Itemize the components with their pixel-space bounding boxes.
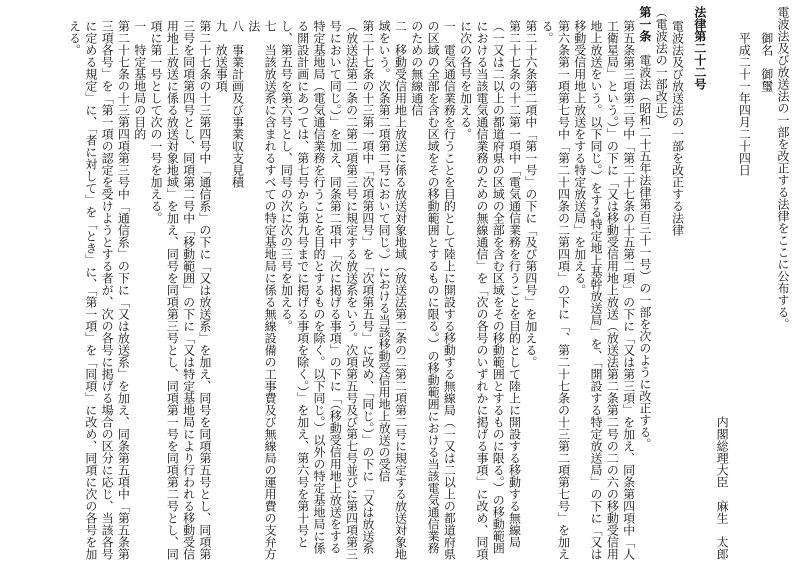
amendment-paragraph: 第二十七条の十三第四項第三号中「通信系」の下に「又は放送系」を加え、同条第五項中「第五条第三項各号」を「第一項の認定を受けようとする者が、次の各号に掲げる場合の区分に応じ、当該各号に定める規定」に、「者に対して」を「とき」に、「第一項」を「同項」に改め、同項に次の各号を加える。	[67, 20, 131, 560]
amendment-paragraph: 第二十七条の十三第一項中「次項第四号」を「次項第五号」に改め、「同じ。）」の下に「又は放送系（放送法第二条の二第二項第三号に規定する放送系をいう。次項第五号及び第七号並びに第四項第三号において同じ。）」を加え、同条第二項中「次に掲げる事項」の下に「（移動受信用地上放送をする特定基地局（電気通信業務を行うことを目的とするものを除く。以下同じ。）以外の特定基地局に係る開設計画にあつては、第七号から第九号までに掲げる事項を除く。）」を加え、第六号を第十号とし、第五号を第六号とし、同号の次に次の三号を加える。	[279, 20, 375, 560]
article-1	[637, 6, 653, 560]
amendment-paragraph: 第二十七条の十三第四号中「通信系」の下に「又は放送系」を加え、同号を同項第五号とし、同項第三号を同項第四号とし、同項第二号中「移動範囲」の下に「又は特定基地局により行われる移動受信用地上放送に係る放送対象地域」を加え、同号を同項第三号とし、同項第一号を同項第二号とし、同項に第一号として次の一号を加える。	[149, 20, 212, 560]
law-number: 法律第二十二号	[692, 6, 707, 90]
amendment-item: 九 放送事項	[214, 20, 229, 92]
amendment-paragraph: 第二十七条の十二第一項中「電気通信業務を行うことを目的として陸上に開設する移動する無線局（一又は二以上の都道府県の区域の全部を含む区域をその移動範囲とするものに限る。）の移動範囲における当該電気通信業務のための無線通信」を「次の各号のいずれかに掲げる事項」に改め、同項に次の各号を加える。	[458, 20, 522, 560]
amendment-paragraph: 第五条第三項第二号中「第二十七条の十五第二項」の下に「又は第三項」を加え、同条第四項中「人工衛星局」という。）」の下に「又は移動受信用地上放送（放送法第二条第二号の二の六の移動受信用地上放送をいう。以下同じ。）をする特定地上基幹放送局」を、「開設する特定放送局」の下に「又は移動受信用地上放送をする特定放送局」を加える。	[572, 20, 636, 560]
promulgation-preamble: 電波法及び放送法の一部を改正する法律をここに公布する。	[776, 6, 790, 330]
amendment-item: 一 特定基地局の目的	[132, 20, 147, 140]
amendment-item: 七 当該放送系に含まれるすべての特定基地局に係る無線設備の工事費及び無線局の運用費の支弁方法	[246, 20, 278, 560]
official-gazette-page	[6, 6, 791, 560]
imperial-seal-line: 御名 御璽	[759, 32, 774, 92]
law-title: 電波法及び放送法の一部を改正する法律	[670, 20, 685, 236]
amendment-item: 二 移動受信用地上放送に係る放送対象地域（放送法第二条の二第二項第二号に規定する放送対象地域をいう。次条第二項第二号において同じ。）における当該移動受信用地上放送の受信	[377, 20, 408, 560]
amendment-paragraph: 第六条第一項第七号中「第二十四条の二第四項」の下に「、第二十七条の十三第二項第七号」を加える。	[540, 20, 571, 560]
promulgation-date: 平成二十一年四月二十四日	[737, 32, 752, 176]
amendment-paragraph: 第二十六条第二項中「第一号」の下に「及び第四号」を加える。	[523, 20, 538, 368]
article-1-heading: 第一条	[637, 6, 652, 42]
prime-minister-signature: 内閣総理大臣 麻生 太郎	[715, 416, 730, 560]
amendment-item: 八 事業計画及び事業収支見積	[230, 20, 245, 188]
amendment-item: 一 電気通信業務を行うことを目的として陸上に開設する移動する無線局（一又は二以上の都道府県の区域の全部を含む区域をその移動範囲とするものに限る。）の移動範囲における当該電気通信業務のための無線通信	[409, 20, 457, 560]
section-subtitle: （電波法の一部改正）	[654, 6, 669, 126]
article-1-text: 電波法（昭和二十五年法律第百三十一号）の一部を次のように改正する。	[637, 54, 652, 450]
